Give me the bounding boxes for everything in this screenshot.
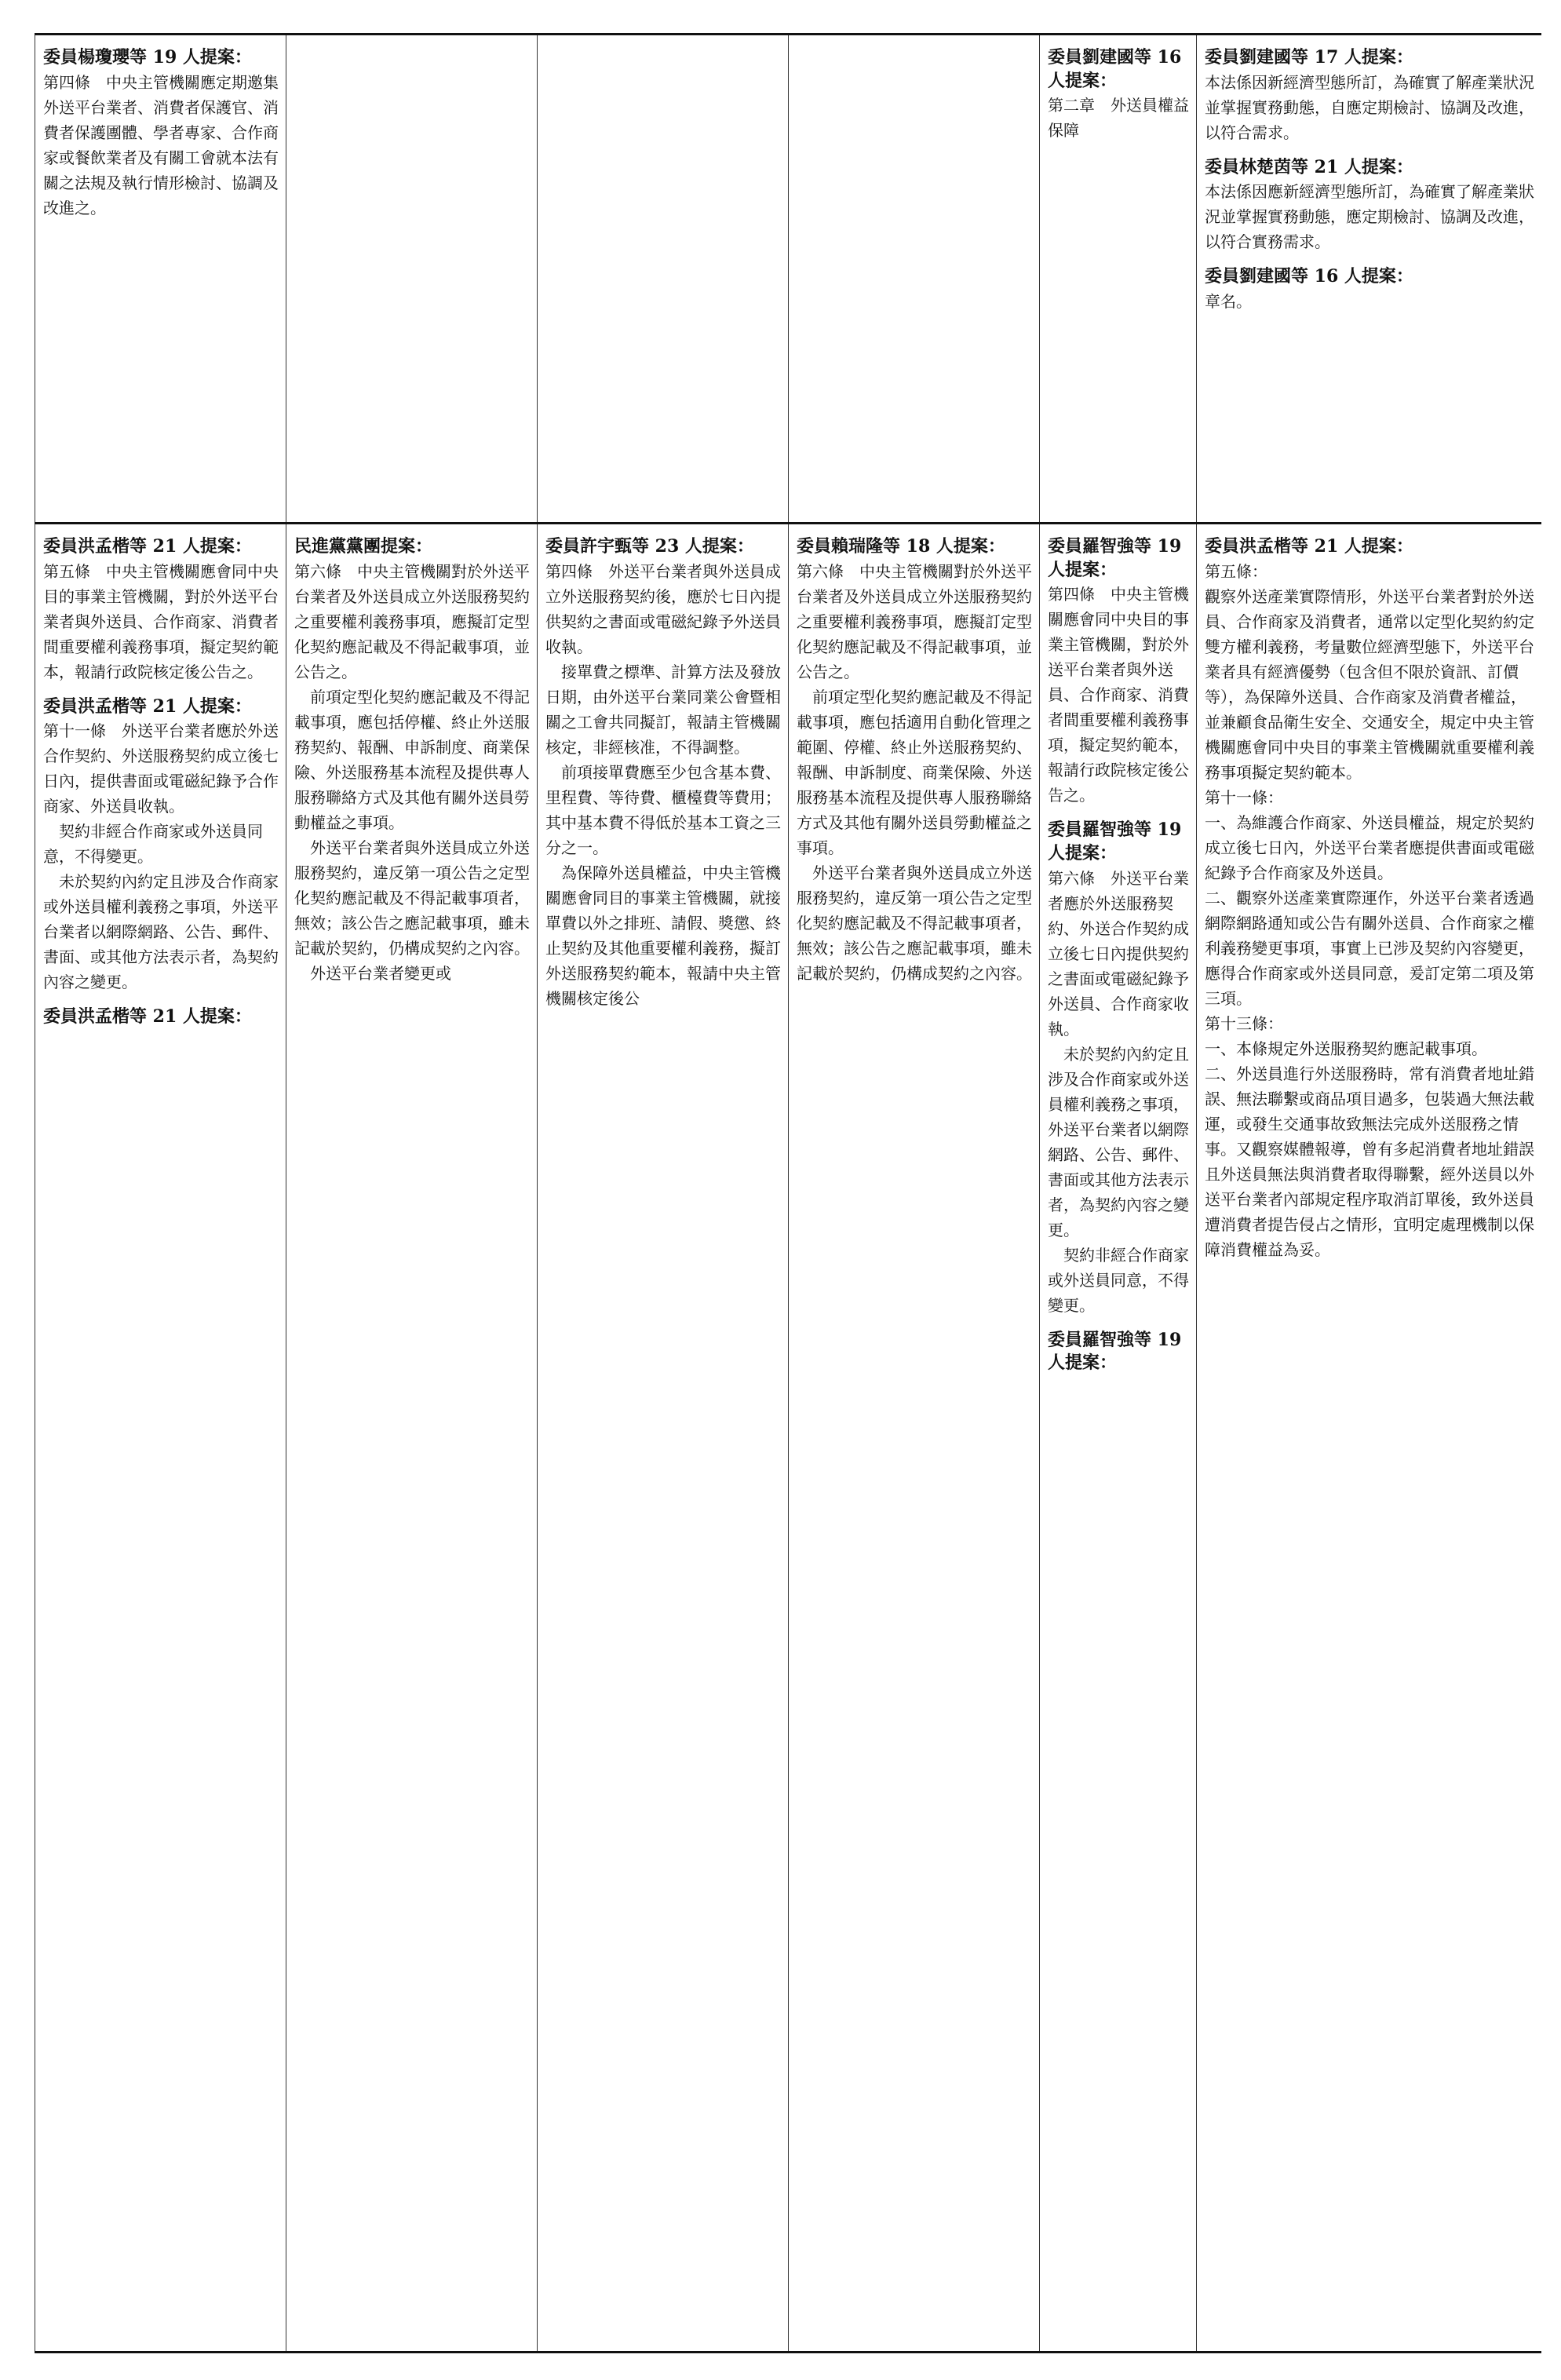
lower-cell-4 <box>788 524 1040 2351</box>
proposal-card <box>1048 1329 1189 1375</box>
explanation-text: 本法係因新經濟型態所訂，為確實了解產業狀況並掌握實務動態，自應定期檢討、協調及改進，以符合需求。 <box>1205 72 1534 142</box>
proposal-heading: 委員賴瑞隆等 18 人提案： <box>797 536 1005 557</box>
proposal-text: 第五條 中央主管機關應會同中央目的事業主管機關，對於外送平台業者與外送員、合作商家、消費者間重要權利義務事項，擬定契約範本，報請行政院核定後公告之。 <box>43 561 279 681</box>
explanation-card <box>1205 156 1534 255</box>
proposal-heading: 委員羅智強等 19 人提案： <box>1048 536 1182 580</box>
proposal-card <box>43 695 279 995</box>
proposal-text: 第二章 外送員權益保障 <box>1048 96 1189 141</box>
proposal-text: 第四條 外送平台業者與外送員成立外送服務契約後，應於七日內提供契約之書面或電磁紀錄予外送員收執。 接單費之標準、計算方法及發放日期，由外送平台業同業公會暨相關之工會共同擬訂，報請主管機關核定，非經核准，不得調整。 前項接單費應至少包含基本費、里程費、等待費、櫃檯費等費用；其中基本費不得低於基本工資之三分之一。 為保障外送員權益，中央主管機關應會同目的事業主管機關，就接單費以外之排班、請假、獎懲、終止契約及其他重要權利義務，擬訂外送服務契約範本，報請中央主管機關核定後公 <box>545 561 781 1008</box>
proposal-heading: 委員劉建國等 16 人提案： <box>1048 47 1182 91</box>
upper-cell-3 <box>537 35 789 522</box>
explanation-heading: 委員洪孟楷等 21 人提案： <box>1205 536 1413 557</box>
proposal-card <box>1048 46 1189 143</box>
proposal-heading: 委員楊瓊瓔等 19 人提案： <box>43 47 252 68</box>
proposal-heading: 委員許宇甄等 23 人提案： <box>545 536 754 557</box>
proposal-card <box>43 535 279 684</box>
proposal-heading: 委員洪孟楷等 21 人提案： <box>43 536 252 557</box>
proposal-text: 第六條 外送平台業者應於外送服務契約、外送合作契約成立後七日內提供契約之書面或電磁紀錄予外送員、合作商家收執。 未於契約內約定且涉及合作商家或外送員權利義務之事項，外送平台業者以網際網路、公告、郵件、書面或其他方法表示者，為契約內容之變更。 契約非經合作商家或外送員同意，不得變更。 <box>1048 868 1189 1315</box>
proposal-card <box>797 535 1032 986</box>
proposal-text: 第六條 中央主管機關對於外送平台業者及外送員成立外送服務契約之重要權利義務事項，應擬訂定型化契約應記載及不得記載事項，並公告之。 前項定型化契約應記載及不得記載事項，應包括停權、終止外送服務契約、報酬、申訴制度、商業保險、外送服務基本流程及提供專人服務聯絡方式及其他有關外送員勞動權益之事項。 外送平台業者與外送員成立外送服務契約，違反第一項公告之定型化契約應記載及不得記載事項者，無效；該公告之應記載事項，雖未記載於契約，仍構成契約之內容。 外送平台業者變更或 <box>294 561 530 983</box>
explanation-card <box>1205 535 1534 1262</box>
upper-cell-6 <box>1196 35 1542 522</box>
proposal-card <box>294 535 530 986</box>
lower-cell-1 <box>35 524 286 2351</box>
proposal-card <box>43 1006 279 1029</box>
explanation-heading: 委員劉建國等 16 人提案： <box>1205 266 1413 287</box>
explanation-card <box>1205 265 1534 314</box>
proposal-heading: 委員羅智強等 19 人提案： <box>1048 1329 1182 1374</box>
proposal-heading: 委員洪孟楷等 21 人提案： <box>43 1006 252 1028</box>
proposal-text: 第六條 中央主管機關對於外送平台業者及外送員成立外送服務契約之重要權利義務事項，應擬訂定型化契約應記載及不得記載事項，並公告之。 前項定型化契約應記載及不得記載事項，應包括適用自動化管理之範圍、停權、終止外送服務契約、報酬、申訴制度、商業保險、外送服務基本流程及提供專人服務聯絡方式及其他有關外送員勞動權益之事項。 外送平台業者與外送員成立外送服務契約，違反第一項公告之定型化契約應記載及不得記載事項者，無效；該公告之應記載事項，雖未記載於契約，仍構成契約之內容。 <box>797 561 1032 983</box>
lower-cell-3 <box>537 524 789 2351</box>
proposal-text: 第十一條 外送平台業者應於外送合作契約、外送服務契約成立後七日內，提供書面或電磁紀錄予合作商家、外送員收執。 契約非經合作商家或外送員同意，不得變更。 未於契約內約定且涉及合作商家或外送員權利義務之事項，外送平台業者以網際網路、公告、郵件、書面、或其他方法表示者，為契約內容之變更。 <box>43 721 279 992</box>
proposal-card <box>1048 819 1189 1317</box>
lower-cell-2 <box>286 524 538 2351</box>
proposal-heading: 民進黨黨團提案： <box>294 536 433 557</box>
upper-cell-1 <box>35 35 286 522</box>
document-page <box>35 33 1541 2353</box>
explanation-text: 章名。 <box>1205 292 1252 312</box>
proposal-card <box>1048 535 1189 808</box>
explanation-card <box>1205 46 1534 145</box>
upper-cell-4 <box>788 35 1040 522</box>
bottom-rule <box>35 2351 1541 2353</box>
lower-cell-6 <box>1196 524 1542 2351</box>
lower-row <box>35 524 1541 2351</box>
explanation-heading: 委員林楚茵等 21 人提案： <box>1205 156 1413 177</box>
lower-cell-5 <box>1039 524 1197 2351</box>
upper-cell-2 <box>286 35 538 522</box>
explanation-text: 本法係因應新經濟型態所訂，為確實了解產業狀況並掌握實務動態，應定期檢討、協調及改進，以符合實務需求。 <box>1205 182 1534 252</box>
proposal-card <box>43 46 279 221</box>
explanation-heading: 委員劉建國等 17 人提案： <box>1205 47 1413 68</box>
upper-cell-5 <box>1039 35 1197 522</box>
proposal-card <box>545 535 781 1011</box>
proposal-text: 第四條 中央主管機關應會同中央目的事業主管機關，對於外送平台業者與外送員、合作商家、消費者間重要權利義務事項，擬定契約範本，報請行政院核定後公告之。 <box>1048 585 1189 805</box>
proposal-text: 第四條 中央主管機關應定期邀集外送平台業者、消費者保護官、消費者保護團體、學者專家、合作商家或餐飲業者及有關工會就本法有關之法規及執行情形檢討、協調及改進之。 <box>43 72 279 217</box>
upper-row <box>35 35 1541 522</box>
proposal-heading: 委員洪孟楷等 21 人提案： <box>43 695 252 717</box>
proposal-heading: 委員羅智強等 19 人提案： <box>1048 819 1182 864</box>
explanation-text: 第五條： 觀察外送產業實際情形，外送平台業者對於外送員、合作商家及消費者，通常以定型化契約約定雙方權利義務，考量數位經濟型態下，外送平台業者具有經濟優勢（包含但不限於資訊、訂價等），為保障外送員、合作商家及消費者權益，並兼顧食品衛生安全、交通安全，規定中央主管機關應會同中央目的事業主管機關就重要權利義務事項擬定契約範本。 第十一條： 一、為維護合作商家、外送員權益，規定於契約成立後七日內，外送平台業者應提供書面或電磁紀錄予合作商家及外送員。 二、觀察外送產業實際運作，外送平台業者透過網際網路通知或公告有關外送員、合作商家之權利義務變更事項，事實上已涉及契約內容變更，應得合作商家或外送員同意，爰訂定第二項及第三項。 第十三條： 一、本條規定外送服務契約應記載事項。 二、外送員進行外送服務時，常有消費者地址錯誤、無法聯繫或商品項目過多，包裝過大無法載運，或發生交通事故致無法完成外送服務之情事。又觀察媒體報導，曾有多起消費者地址錯誤且外送員無法與消費者取得聯繫，經外送員以外送平台業者內部規定程序取消訂單後，致外送員遭消費者提告侵占之情形，宜明定處理機制以保障消費權益為妥。 <box>1205 561 1534 1259</box>
